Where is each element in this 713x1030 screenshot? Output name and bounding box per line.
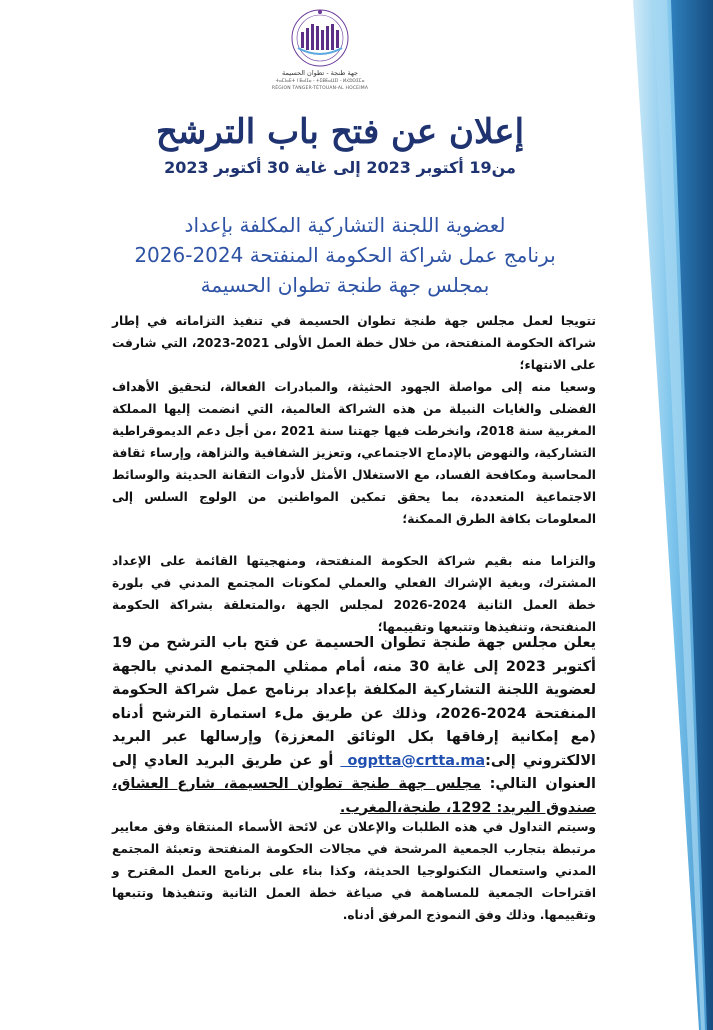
page-title: إعلان عن فتح باب الترشح (155, 112, 525, 152)
application-period: من19 أكتوبر 2023 إلى غاية 30 أكتوبر 2023 (164, 158, 516, 177)
paragraph-3: والتزاما منه بقيم شراكة الحكومة المنفتحة، ومنهجيتها القائمة على الإعداد المشترك، وبغية الإشراك الفعلي والعملي لمكونات المجتمع المدني في بلورة خطة العمل الثانية 2024-2026 لمجلس الجهة ،والمتعلقة بشراكة الحكومة المنفتحة، وتنفيذها وتتبعها وتقييمها؛ (112, 554, 596, 634)
subtitle-block (60, 210, 630, 300)
email-link[interactable]: ogptta@crtta.ma (340, 752, 486, 769)
subtitle-line-1: لعضوية اللجنة التشاركية المكلفة بإعداد (184, 213, 506, 237)
announcement-text-2: أو عن طريق البريد العادي إلى العنوان التالي: (112, 752, 596, 792)
subtitle-line-3: بمجلس جهة طنجة تطوان الحسيمة (200, 273, 490, 297)
region-logo (260, 6, 380, 106)
logo-french-line: RÉGION TANGER-TÉTOUAN-AL HOCEIMA (271, 86, 369, 91)
postal-address: مجلس جهة طنجة تطوان الحسيمة، شارع العشاق، صندوق البريد: 1292، طنجة،المغرب. (112, 776, 596, 816)
subtitle-line-2: برنامج عمل شراكة الحكومة المنفتحة 2024-2026 (134, 243, 556, 267)
decorative-blue-band (583, 0, 713, 1030)
paragraph-5: وسيتم التداول في هذه الطلبات والإعلان عن لائحة الأسماء المنتقاة وفق معايير مرتبطة بتجارب الجمعية المرشحة في مجالات الحكومة المنفتحة وتعبئة المجتمع المدني واستعمال التكنولوجيا الحديثة، وكذا بناء على برنامج العمل المقترح و اقتراحات الجمعية للمساهمة في صياغة خطة العمل الثانية وتنفيذها وتتبعها وتقييمها. وذلك وفق النموذج المرفق أدناه. (112, 820, 596, 922)
paragraph-4 (112, 632, 596, 820)
paragraph-2: وسعيا منه إلى مواصلة الجهود الحثيثة، والمبادرات الفعالة، لتحقيق الأهداف الفضلى والغايات النبيلة من هذه الشراكة العالمية، التي انضمت إليها المملكة المغربية سنة 2018، وانخرطت فيها جهتنا سنة 2021 ،من أجل دعم الديموقراطية التشاركية، والنهوض بالإدماج الاجتماعي، وتعزيز الشفافية والنزاهة، وإرساء ثقافة المحاسبة ومكافحة الفساد، مع الاستغلال الأمثل لأدوات التقانة الحديثة والوسائط الاجتماعية المتعددة، بما يحقق تمكين المواطنين من الولوج السلس إلى المعلومات بكافة الطرق الممكنة؛ (112, 380, 596, 526)
paragraph-1: تتويجا لعمل مجلس جهة طنجة تطوان الحسيمة في تنفيذ التزاماته في إطار شراكة الحكومة المنفتحة، من خلال خطة العمل الأولى 2021-2023، التي شارفت على الانتهاء؛ (112, 314, 596, 372)
logo-region-name: جهة طنجة - تطوان الحسيمة (282, 69, 358, 77)
announcement-text: يعلن مجلس جهة طنجة تطوان الحسيمة عن فتح باب الترشح من 19 أكتوبر 2023 إلى غاية 30 منه، أمام ممثلي المجتمع المدني بالجهة لعضوية اللجنة التشاركية المكلفة بإعداد برنامج عمل شراكة الحكومة المنفتحة 2024-2026، وذلك عن طريق ملء استمارة الترشح أدناه (مع إمكانية إرفاقها بكل الوثائق المعززة) وإرسالها عبر البريد الالكتروني إلى: (112, 635, 596, 769)
band-graphic (583, 0, 713, 1030)
logo-emblem-icon (260, 6, 380, 70)
logo-amazigh-line: ⵜⴰⵎⵏⴰⴹⵜ ⵏ ⵟⴰⵏⵊⴰ - ⵜⵉⵟⵟⴰⵡⵉⵏ - ⵍⵃⵓⵙⵉⵎⴰ (275, 79, 365, 84)
